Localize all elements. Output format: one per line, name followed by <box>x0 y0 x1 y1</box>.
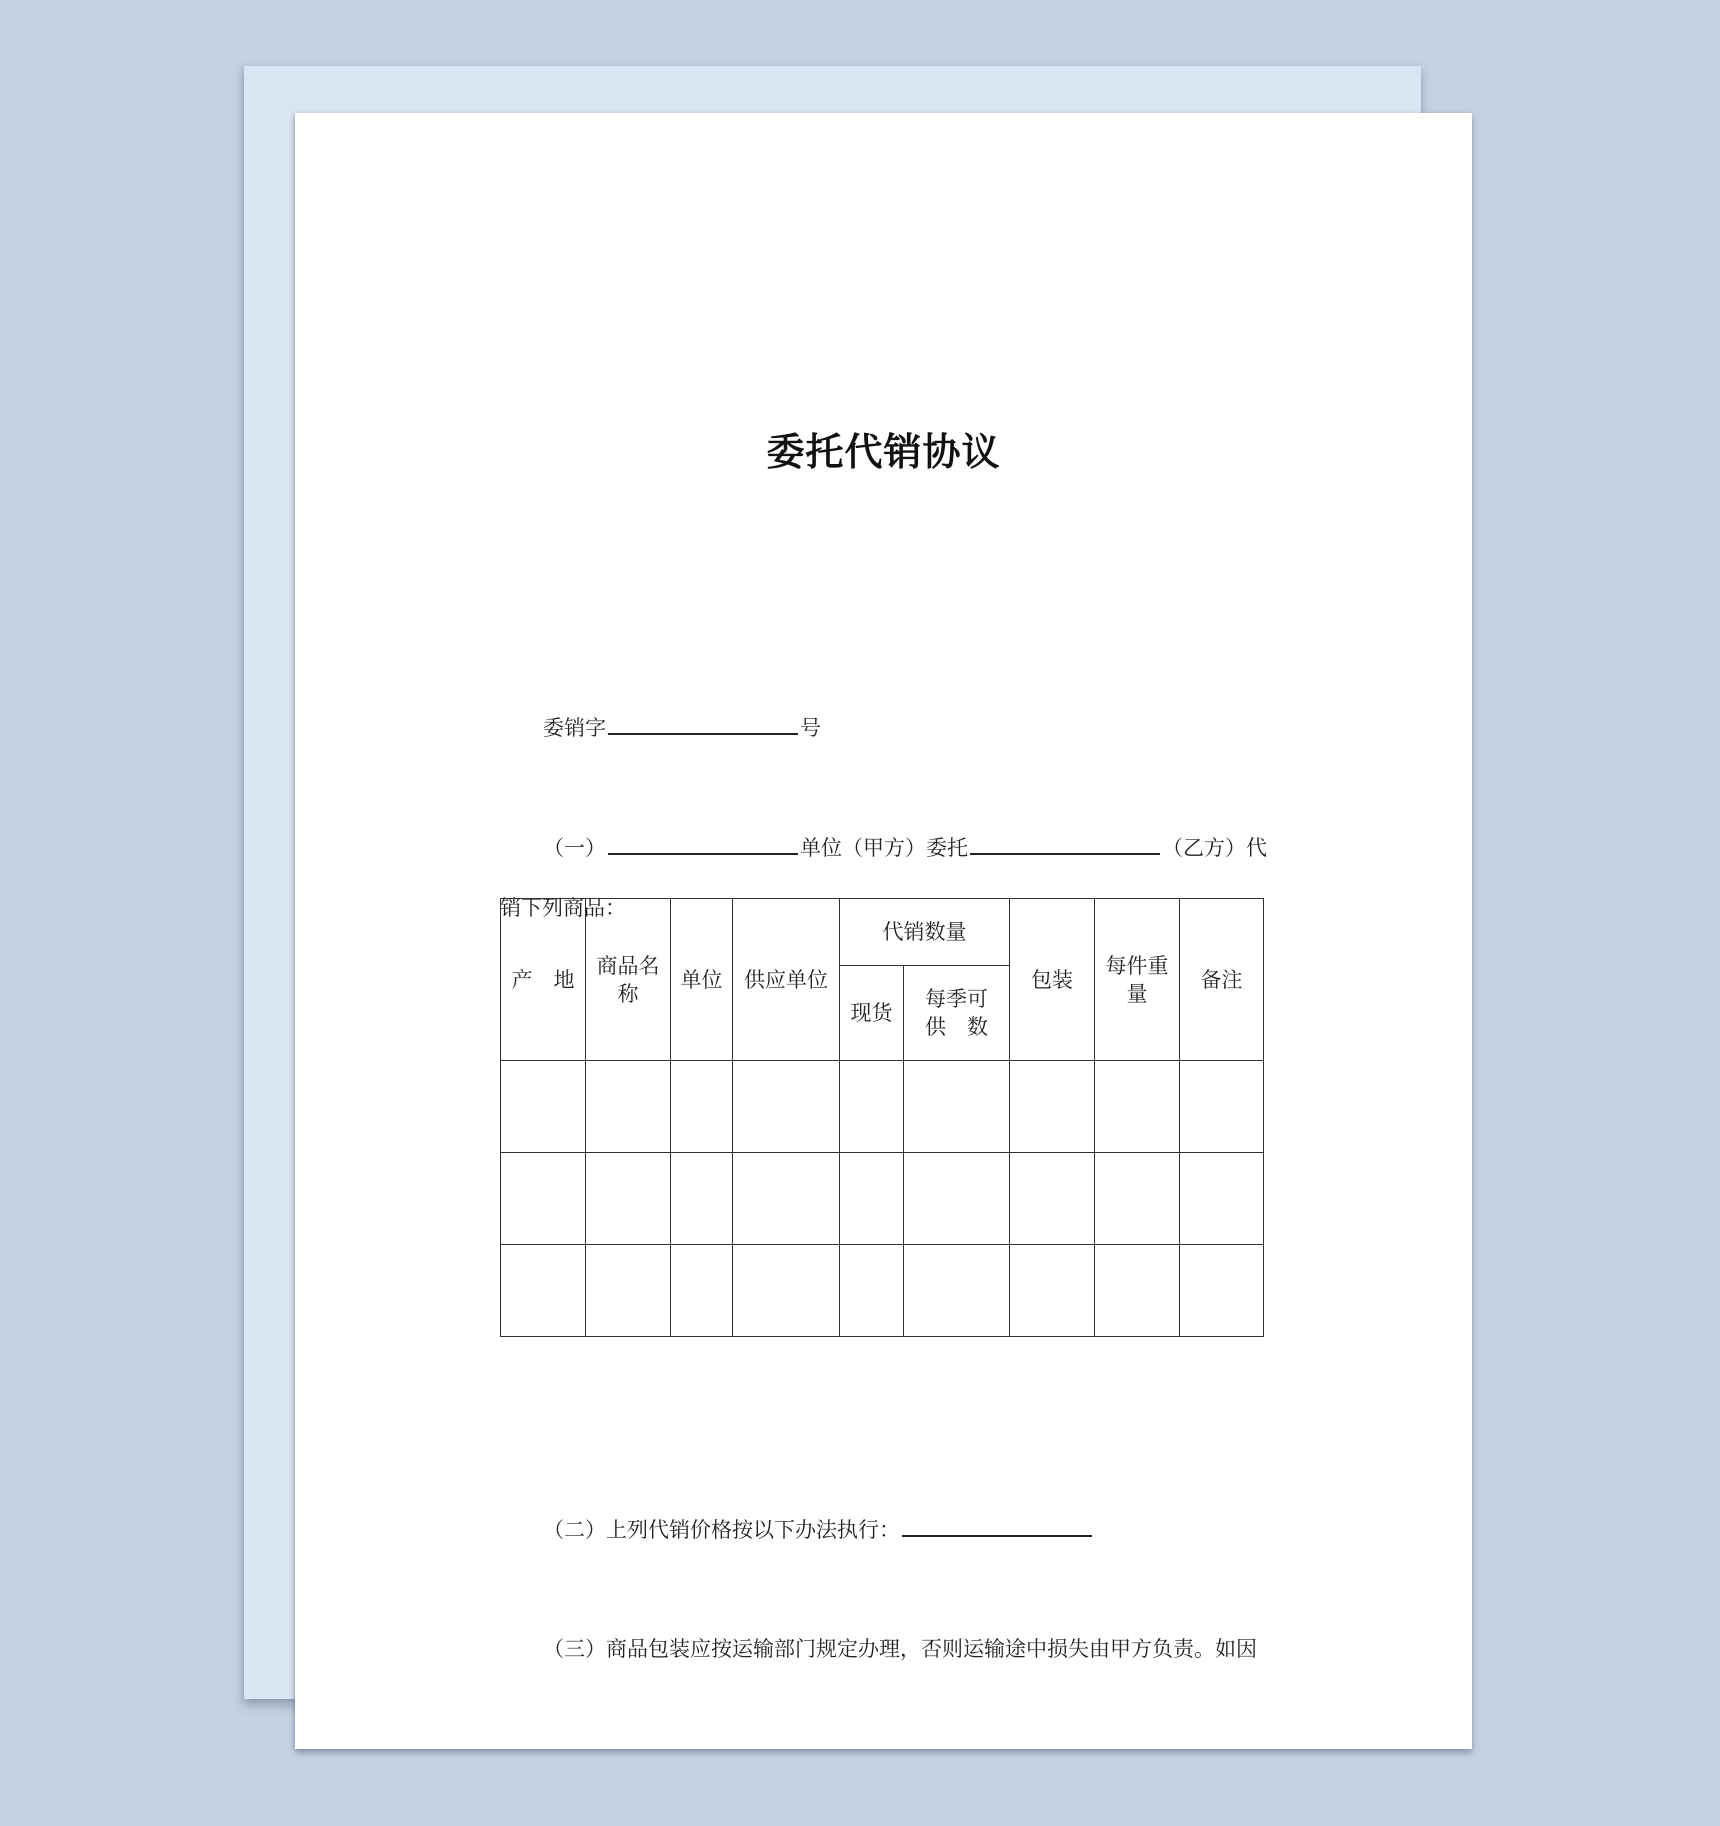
cell-product-name[interactable] <box>586 1061 671 1153</box>
cell-weight[interactable] <box>1095 1245 1180 1337</box>
header-unit: 单位 <box>671 899 733 1061</box>
header-seasonal-line2: 供 数 <box>925 1015 988 1039</box>
cell-supplier[interactable] <box>733 1153 840 1245</box>
goods-table <box>500 898 1264 1337</box>
header-in-stock: 现货 <box>840 966 904 1061</box>
cell-unit[interactable] <box>671 1153 733 1245</box>
table-row <box>501 1153 1264 1245</box>
table-row <box>501 1245 1264 1337</box>
cell-unit[interactable] <box>671 1061 733 1153</box>
cell-seasonal-supply[interactable] <box>904 1245 1010 1337</box>
cell-in-stock[interactable] <box>840 1061 904 1153</box>
cell-supplier[interactable] <box>733 1061 840 1153</box>
cell-origin[interactable] <box>501 1153 586 1245</box>
cell-weight[interactable] <box>1095 1061 1180 1153</box>
reference-number-field[interactable] <box>608 711 798 735</box>
clause-3-line: （三）商品包装应按运输部门规定办理，否则运输途中损失由甲方负责。如因 <box>543 1637 1257 1661</box>
header-weight-line2: 量 <box>1126 981 1148 1006</box>
cell-seasonal-supply[interactable] <box>904 1061 1010 1153</box>
clause-1-suffix: （乙方）代 <box>1162 836 1267 860</box>
document-page <box>295 113 1472 1749</box>
pricing-method-field[interactable] <box>902 1513 1092 1537</box>
cell-packaging[interactable] <box>1010 1061 1095 1153</box>
header-consign-quantity: 代销数量 <box>840 899 1010 966</box>
table-header-row <box>501 899 1264 966</box>
header-packaging: 包装 <box>1010 899 1095 1061</box>
header-supplier: 供应单位 <box>733 899 840 1061</box>
header-product-name-line1: 商品名 <box>596 953 660 978</box>
cell-unit[interactable] <box>671 1245 733 1337</box>
table-row <box>501 1061 1264 1153</box>
cell-remarks[interactable] <box>1180 1153 1264 1245</box>
header-origin: 产 地 <box>501 899 586 1061</box>
cell-weight[interactable] <box>1095 1153 1180 1245</box>
clause-1-continuation: 销下列商品： <box>500 896 626 920</box>
header-seasonal-supply <box>904 966 1010 1061</box>
header-seasonal-line1: 每季可 <box>925 987 988 1011</box>
clause-2-line <box>543 1513 1094 1544</box>
cell-in-stock[interactable] <box>840 1153 904 1245</box>
header-weight-line1: 每件重 <box>1105 953 1169 978</box>
clause-2-text: （二）上列代销价格按以下办法执行： <box>543 1518 900 1542</box>
cell-product-name[interactable] <box>586 1245 671 1337</box>
cell-remarks[interactable] <box>1180 1245 1264 1337</box>
cell-product-name[interactable] <box>586 1153 671 1245</box>
clause-1-line <box>543 831 1267 862</box>
document-title: 委托代销协议 <box>766 430 1001 474</box>
cell-origin[interactable] <box>501 1061 586 1153</box>
cell-in-stock[interactable] <box>840 1245 904 1337</box>
header-remarks: 备注 <box>1180 899 1264 1061</box>
cell-packaging[interactable] <box>1010 1245 1095 1337</box>
reference-number-line <box>543 711 821 742</box>
clause-1-prefix: （一） <box>543 836 606 860</box>
clause-1-middle: 单位（甲方）委托 <box>800 836 968 860</box>
header-product-name <box>586 899 671 1061</box>
party-a-field[interactable] <box>608 831 798 855</box>
party-b-field[interactable] <box>970 831 1160 855</box>
reference-suffix: 号 <box>800 716 821 740</box>
cell-remarks[interactable] <box>1180 1061 1264 1153</box>
cell-seasonal-supply[interactable] <box>904 1153 1010 1245</box>
reference-prefix: 委销字 <box>543 716 606 740</box>
cell-packaging[interactable] <box>1010 1153 1095 1245</box>
cell-supplier[interactable] <box>733 1245 840 1337</box>
cell-origin[interactable] <box>501 1245 586 1337</box>
header-product-name-line2: 称 <box>617 981 639 1006</box>
header-weight-per-piece <box>1095 899 1180 1061</box>
